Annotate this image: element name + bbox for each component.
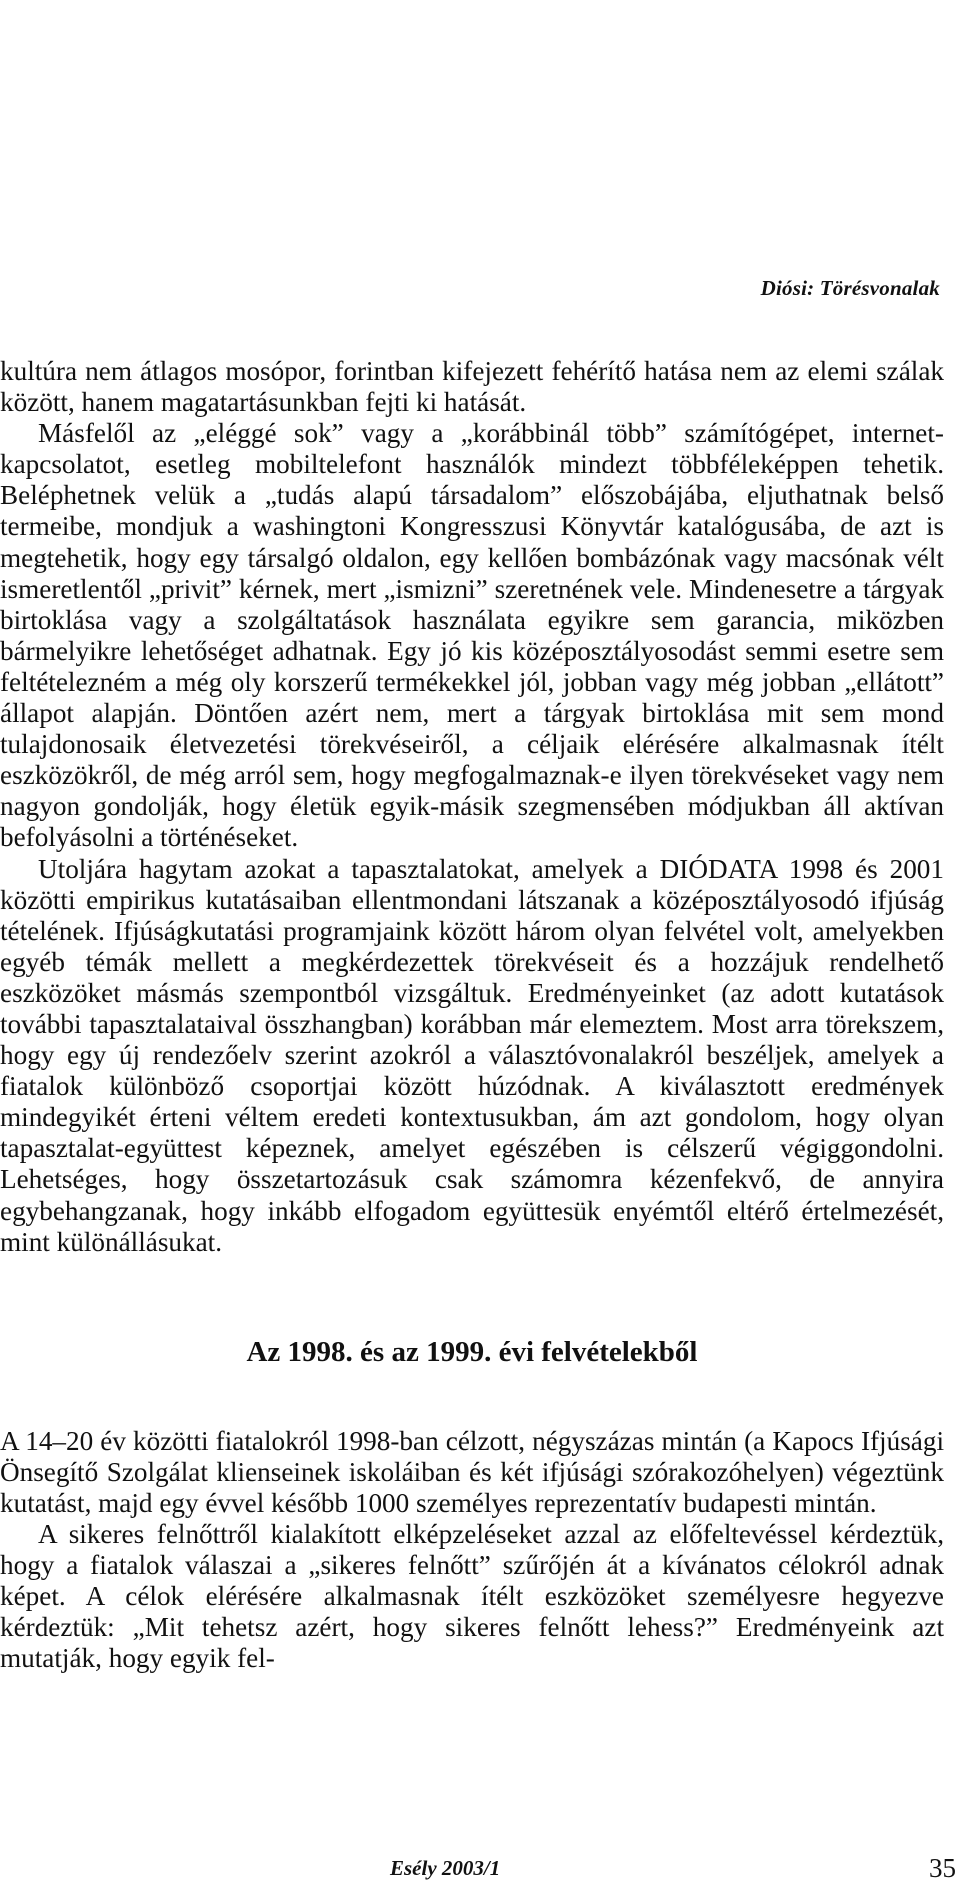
paragraph: A 14–20 év közötti fiatalokról 1998-ban célzott, négyszázas mintán (a Kapocs Ifjúsági Önsegítő Szolgálat klienseinek iskoláiban és két ifjúsági szórakozóhelyen) végeztünk kutatást, majd egy évvel később 1000 személyes reprezentatív budapesti mintán. [0,1425,944,1518]
page-number: 35 [929,1853,956,1883]
paragraph: kultúra nem átlagos mosópor, forintban kifejezett fehérítő hatása nem az elemi szálak között, hanem magatartásunkban fejti ki hatását. [0,356,944,418]
journal-issue: Esély 2003/1 [390,1856,501,1880]
article-body [0,356,944,1674]
paragraph: Utoljára hagytam azokat a tapasztalatokat, amelyek a DIÓDATA 1998 és 2001 közötti empirikus kutatásaiban ellentmondani látszanak a középosztályosodó ifjúság tételének. Ifjúságkutatási programjaink között három olyan felvétel volt, amelyekben egyéb témák mellett a megkérdezettek törekvéseit és a hozzájuk rendelhető eszközöket másmás szempontból vizsgáltuk. Eredményeinket (az adott kutatások további tapasztalataival összhangban) korábban már elemeztem. Most arra törekszem, hogy egy új rendezőelv szerint azokról a választóvonalakról beszéljek, amelyek a fiatalok különböző csoportjai között húzódnak. A kiválasztott eredmények mindegyikét érteni véltem eredeti kontextusukban, ám azt gondolom, hogy olyan tapasztalat-együttest képeznek, amelyet egészében is célszerű végiggondolni. Lehetséges, hogy összetartozásuk csak számomra kézenfekvő, de annyira egybehangzanak, hogy inkább elfogadom együttesük enyémtől eltérő értelmezését, mint különállásukat. [0,853,944,1257]
paragraph: A sikeres felnőttről kialakított elképzeléseket azzal az előfeltevéssel kérdeztük, hogy a fiatalok válaszai a „sikeres felnőtt” szűrőjén át a kívánatos célokról adnak képet. A célok elérésére alkalmasnak ítélt eszközöket személyesre hegyezve kérdeztük: „Mit tehetsz azért, hogy sikeres felnőtt lehess?” Eredményeink azt mutatják, hogy egyik fel- [0,1519,944,1674]
paragraph: Másfelől az „eléggé sok” vagy a „korábbinál több” számítógépet, internet-kapcsolatot, esetleg mobiltelefont használók mindezt többféleképpen tehetik. Beléphetnek velük a „tudás alapú társadalom” előszobájába, eljuthatnak belső termeibe, mondjuk a washingtoni Kongresszusi Könyvtár katalógusába, de azt is megtehetik, hogy egy társalgó oldalon, egy kellően bombázónak vagy macsónak vélt ismeretlentől „privit” kérnek, mert „ismizni” szeretnének vele. Mindenesetre a tárgyak birtoklása vagy a szolgáltatások használata egyikre sem garancia, miközben bármelyikre lehetőséget adhatnak. Egy jó kis középosztályosodást semmi esetre sem feltételezném a még oly korszerű termékekkel jól, jobban vagy még jobban „ellátott” állapot alapján. Döntően azért nem, mert a tárgyak birtoklása mit sem mond tulajdonosaik életvezetési törekvéseiről, a céljaik elérésére alkalmasnak ítélt eszközökről, de még arról sem, hogy megfogalmaznak-e ilyen törekvéseket vagy nem nagyon gondolják, hogy életük egyik-másik szegmensében módjukban áll aktívan befolyásolni a történéseket. [0,418,944,853]
section-title: Az 1998. és az 1999. évi felvételekből [246,1335,698,1368]
running-head: Diósi: Törésvonalak [760,276,940,300]
